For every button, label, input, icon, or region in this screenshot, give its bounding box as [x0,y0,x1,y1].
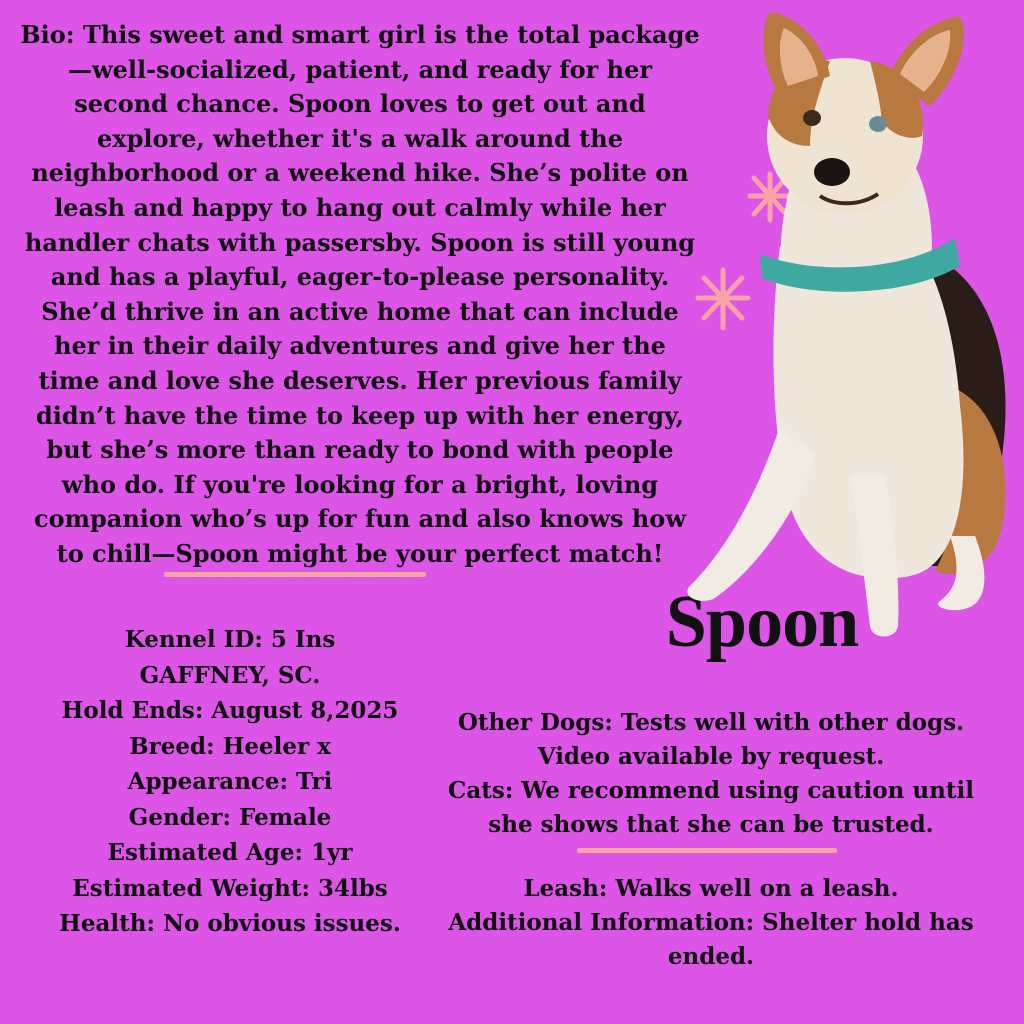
estimated-weight: Estimated Weight: 34lbs [72,874,388,902]
sparkle-icon [698,270,748,328]
breed: Breed: Heeler x [129,732,331,760]
additional-info [428,872,994,974]
dog-name: Spoon [665,581,859,663]
leash-text: Leash: Walks well on a leash. [523,875,899,902]
location: GAFFNEY, SC. [139,661,321,689]
kennel-id: Kennel ID: 5 Ins [124,626,336,653]
gender: Gender: Female [128,803,332,831]
hold-ends: Hold Ends: August 8,2025 [61,697,399,724]
divider-right [577,848,837,853]
dog-photo [660,6,1024,646]
additional-info-text: Additional Information: Shelter hold has ended. [448,909,974,970]
cats-text: Cats: We recommend using caution until she shows that she can be trusted. [448,777,974,838]
divider-left [164,572,426,577]
appearance: Appearance: Tri [127,768,333,795]
other-dogs-text: Other Dogs: Tests well with other dogs. Video available by request. [457,709,965,770]
bio-text: Bio: This sweet and smart girl is the total package—well-socialized, patient, and ready for her second chance. Spoon loves to get out and explore, whether it's a walk around the neighborhood or a weekend hike. She’s polite on leash and happy to hang out calmly while her handler chats with passersby. Spoon is still young and has a playful, eager-to-please personality. She’d thrive in an active home that can include her in their daily adventures and give her the time and love she deserves. Her previous family didn’t have the time to keep up with her energy, but she’s more than ready to bond with people who do. If you're looking for a bright, loving companion who’s up for fun and also knows how to chill—Spoon might be your perfect match! [20,20,700,568]
estimated-age: Estimated Age: 1yr [107,839,353,866]
health: Health: No obvious issues. [59,910,401,937]
dog-stats-list [30,622,430,942]
compatibility-info [428,706,994,842]
